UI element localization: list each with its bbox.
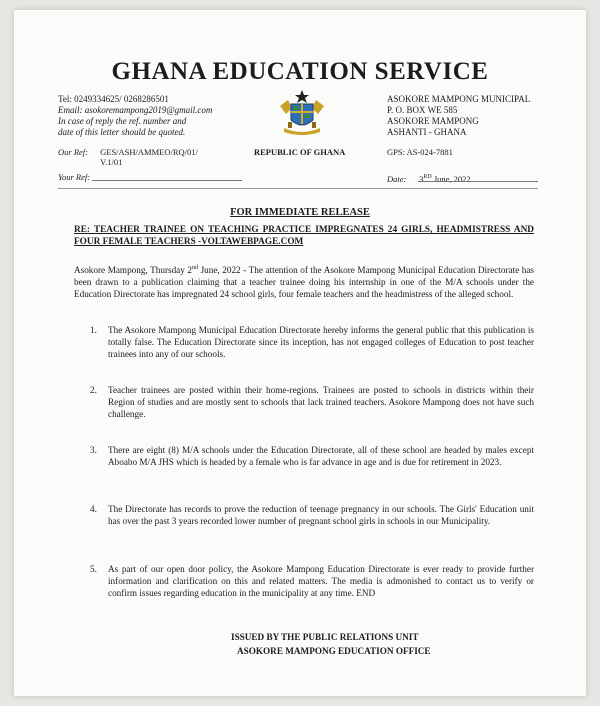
date-day: 3 — [419, 173, 424, 184]
item-number: 1. — [90, 325, 97, 335]
list-item — [90, 563, 534, 599]
org-title: GHANA EDUCATION SERVICE — [111, 58, 489, 85]
reply-note-line2: date of this letter should be quoted. — [58, 127, 186, 137]
item-number: 5. — [90, 564, 97, 574]
our-ref-value — [100, 147, 220, 167]
our-ref-value-line1: GES/ASH/AMMEO/RQ/01/ — [100, 147, 198, 157]
intro-paragraph — [74, 262, 534, 300]
date-line — [387, 172, 471, 184]
list-item — [90, 503, 534, 527]
email-line: Email: asokoremampong2019@gmail.com — [58, 105, 213, 115]
address-line4: ASHANTI - GHANA — [387, 127, 467, 137]
intro-rest: June, 2022 - The attention of the Asokore Mampong Municipal Education Directorate has been drawn to a publication claiming that a teacher trainee doing his internship in one of the M/A schools under the Education Directorate has impregnated 24 school girls, four female teachers and the headmistress of the alleged school. — [74, 265, 534, 300]
date-rest: June, 2022 — [431, 173, 471, 184]
list-item — [90, 324, 534, 360]
item-number: 2. — [90, 385, 97, 395]
header-divider — [58, 188, 538, 189]
address-block — [387, 94, 567, 138]
release-heading: FOR IMMEDIATE RELEASE — [230, 207, 370, 218]
list-item — [90, 444, 534, 468]
your-ref-underline — [92, 180, 242, 181]
our-ref-label: Our Ref: — [58, 147, 88, 157]
date-underline — [418, 181, 538, 182]
date-label: Date: — [387, 173, 407, 184]
address-line1: ASOKORE MAMPONG MUNICIPAL — [387, 94, 531, 104]
address-line3: ASOKORE MAMPONG — [387, 116, 479, 126]
reply-note-line1: In case of reply the ref. number and — [58, 116, 187, 126]
item-text: As part of our open door policy, the Asokore Mampong Education Directorate is ever ready to provide further information and clarification on this and related matters. The media is admonished to contact us to verify or confirm issues regarding education in the municipality at any time. END — [108, 564, 534, 598]
subject-line: RE: TEACHER TRAINEE ON TEACHING PRACTICE IMPREGNATES 24 GIRLS, HEADMISTRESS AND FOUR FEMALE TEACHERS -VOLTAWEBPAGE.COM — [74, 225, 534, 247]
item-text: There are eight (8) M/A schools under the Education Directorate, all of these school are headed by males except Aboabo M/A JHS which is headed by a female who is far advance in age and is due for retirement in 2023. — [108, 445, 534, 467]
your-ref-label: Your Ref: — [58, 172, 91, 182]
item-text: The Directorate has records to prove the reduction of teenage pregnancy in our schools. The Girls' Education unit has over the past 3 years recorded lower number of pregnant school girls in schools in our Municipality. — [108, 504, 534, 526]
contact-block — [58, 94, 258, 138]
tel-line: Tel: 0249334625/ 0268286501 — [58, 94, 169, 104]
issued-line1: ISSUED BY THE PUBLIC RELATIONS UNIT — [231, 632, 419, 642]
issued-line2: ASOKORE MAMPONG EDUCATION OFFICE — [237, 646, 431, 656]
item-number: 4. — [90, 504, 97, 514]
address-line2: P. O. BOX WE 585 — [387, 105, 458, 115]
item-text: Teacher trainees are posted within their home-regions. Trainees are posted to schools in districts within their Region of studies and are mostly sent to schools that lack trained teachers. Asokore Mampong does not have such challenge. — [108, 385, 534, 419]
ghana-coat-of-arms-icon — [276, 88, 328, 138]
gps-line: GPS: AS-024-7881 — [387, 147, 453, 157]
intro-sup: nd — [192, 265, 199, 271]
intro-start: Asokore Mampong, Thursday 2 — [74, 265, 193, 276]
our-ref — [58, 147, 220, 167]
date-suffix: RD — [423, 174, 432, 180]
our-ref-value-line2: V.1/01 — [100, 157, 123, 167]
item-text: The Asokore Mampong Municipal Education Directorate hereby informs the general public that this publication is totally false. The Education Directorate since its inception, has not engaged colleges of Education to post teacher trainees into any of our schools. — [108, 325, 534, 359]
item-number: 3. — [90, 445, 97, 455]
issued-by-block — [231, 630, 431, 658]
list-item — [90, 384, 534, 420]
republic-label: REPUBLIC OF GHANA — [254, 147, 346, 157]
